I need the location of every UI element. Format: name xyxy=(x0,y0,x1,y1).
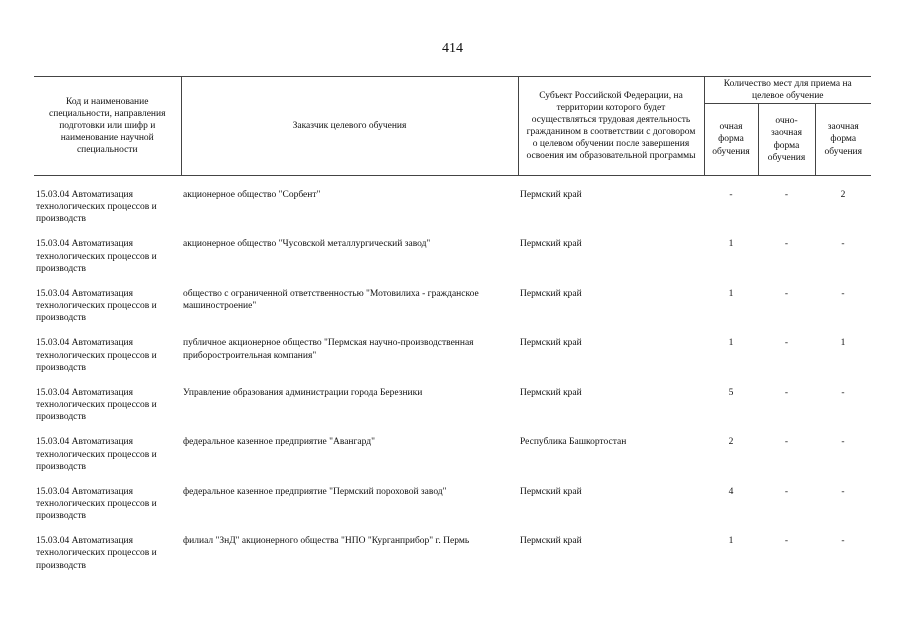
cell-part-time: - xyxy=(784,486,789,497)
cell-full-time: 4 xyxy=(728,486,734,497)
table-row xyxy=(34,324,871,373)
header-part-time: очно-заочная форма обучения xyxy=(758,104,815,176)
header-customer: Заказчик целевого обучения xyxy=(181,77,518,176)
table-row xyxy=(34,522,871,571)
table-row xyxy=(34,176,871,226)
cell-full-time: - xyxy=(729,190,733,200)
cell-customer: федеральное казенное предприятие "Пермский пороховой завод" xyxy=(183,486,447,497)
cell-extramural: - xyxy=(841,387,845,398)
header-code: Код и наименование специальности, направления подготовки или шифр и наименование научной специальности xyxy=(34,77,181,176)
table-row xyxy=(34,473,871,522)
cell-part-time: - xyxy=(784,190,789,200)
cell-region: Пермский край xyxy=(520,239,582,250)
cell-part-time: - xyxy=(784,387,789,398)
cell-customer: Управление образования администрации города Березники xyxy=(183,387,423,398)
header-extramural: заочная форма обучения xyxy=(815,104,871,176)
cell-customer: филиал "ЗнД" акционерного общества "НПО "Курганприбор" г. Пермь xyxy=(183,536,470,547)
cell-extramural: - xyxy=(841,288,845,299)
cell-region: Пермский край xyxy=(520,486,582,497)
cell-part-time: - xyxy=(784,437,789,448)
cell-code: 15.03.04 Автоматизация технологических процессов и производств xyxy=(36,536,157,571)
table-row xyxy=(34,374,871,423)
table-row xyxy=(34,225,871,274)
table-row xyxy=(34,275,871,324)
cell-customer: акционерное общество "Чусовской металлургический завод" xyxy=(183,239,431,250)
cell-region: Республика Башкортостан xyxy=(520,437,627,448)
cell-part-time: - xyxy=(784,536,789,547)
cell-region: Пермский край xyxy=(520,536,582,547)
cell-full-time: 1 xyxy=(728,338,734,349)
cell-part-time: - xyxy=(784,239,789,250)
header-subject: Субъект Российской Федерации, на территории которого будет осуществляться трудовая деятельность гражданином в соответствии с договором о целевом обучении после завершения освоения им образовательной программы xyxy=(518,77,704,176)
table-row xyxy=(34,423,871,472)
cell-region: Пермский край xyxy=(520,288,582,299)
cell-code: 15.03.04 Автоматизация технологических процессов и производств xyxy=(36,239,157,274)
header-full-time: очная форма обучения xyxy=(704,104,758,176)
cell-part-time: - xyxy=(784,338,789,349)
cell-part-time: - xyxy=(784,288,789,299)
cell-extramural: 1 xyxy=(840,338,846,349)
cell-extramural: 2 xyxy=(840,190,846,200)
page-number: 414 xyxy=(442,41,463,56)
cell-extramural: - xyxy=(841,437,845,448)
header-places-group: Количество мест для приема на целевое обучение xyxy=(704,77,871,104)
cell-code: 15.03.04 Автоматизация технологических процессов и производств xyxy=(36,387,157,423)
cell-customer: публичное акционерное общество "Пермская научно-производственная приборостроительная компания" xyxy=(183,338,474,361)
cell-code: 15.03.04 Автоматизация технологических процессов и производств xyxy=(36,437,157,472)
cell-region: Пермский край xyxy=(520,190,582,200)
cell-region: Пермский край xyxy=(520,338,582,349)
target-training-table xyxy=(34,76,871,572)
cell-extramural: - xyxy=(841,486,845,497)
cell-code: 15.03.04 Автоматизация технологических процессов и производств xyxy=(36,190,157,225)
cell-extramural: - xyxy=(841,536,845,547)
cell-region: Пермский край xyxy=(520,387,582,398)
cell-full-time: 5 xyxy=(728,387,734,398)
cell-extramural: - xyxy=(841,239,845,250)
cell-full-time: 1 xyxy=(728,536,734,547)
cell-code: 15.03.04 Автоматизация технологических процессов и производств xyxy=(36,288,157,324)
cell-full-time: 1 xyxy=(728,288,734,299)
cell-code: 15.03.04 Автоматизация технологических процессов и производств xyxy=(36,338,157,373)
cell-code: 15.03.04 Автоматизация технологических процессов и производств xyxy=(36,486,157,522)
cell-full-time: 1 xyxy=(728,239,734,250)
cell-full-time: 2 xyxy=(728,437,734,448)
cell-customer: федеральное казенное предприятие "Авангард" xyxy=(183,437,375,448)
cell-customer: акционерное общество "Сорбент" xyxy=(183,190,321,200)
cell-customer: общество с ограниченной ответственностью "Мотовилиха - гражданское машиностроение" xyxy=(183,288,479,312)
